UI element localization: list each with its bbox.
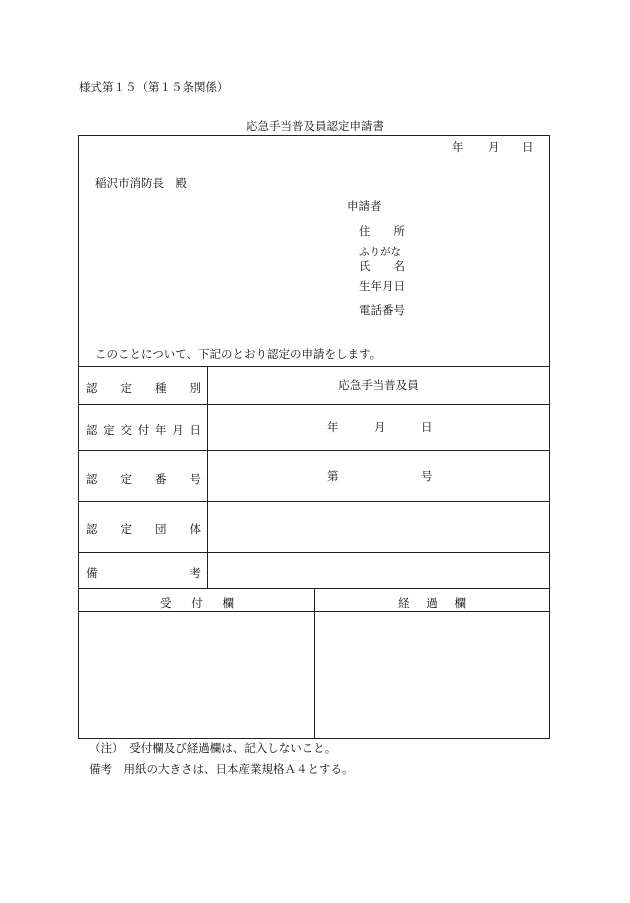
bottom-column-divider	[314, 588, 315, 738]
row-rule-4	[78, 552, 550, 553]
organization-label: 認 定 団 体	[86, 522, 201, 536]
issue-date-day: 日	[421, 420, 433, 434]
type-value: 応急手当普及員	[338, 378, 419, 392]
row-rule-2	[78, 450, 550, 451]
header-date-day: 日	[522, 140, 534, 154]
applicant-address-label: 住 所	[359, 224, 405, 238]
reception-header: 受 付 欄	[160, 596, 234, 610]
issue-date-month: 月	[374, 420, 386, 434]
header-date-month: 月	[488, 140, 500, 154]
applicant-birthdate-label: 生年月日	[359, 279, 405, 293]
table-top-rule	[78, 366, 550, 367]
progress-header: 経 過 欄	[398, 596, 466, 610]
row-rule-3	[78, 501, 550, 502]
issue-date-label: 認 定 交 付 年 月 日	[86, 423, 201, 437]
row-rule-1	[78, 404, 550, 405]
applicant-label: 申請者	[347, 199, 382, 213]
application-statement: このことについて、下記のとおり認定の申請をします。	[95, 347, 382, 361]
footer-remark: 備考 用紙の大きさは、日本産業規格Ａ４とする。	[89, 762, 354, 776]
page-title: 応急手当普及員認定申請書	[246, 119, 384, 133]
type-label: 認 定 種 別	[86, 381, 201, 395]
label-column-divider	[207, 366, 208, 588]
applicant-name-label: 氏 名	[359, 259, 405, 273]
form-number: 様式第１５（第１５条関係）	[79, 80, 229, 94]
header-date-year: 年	[452, 140, 464, 154]
footer-note: （注） 受付欄及び経過欄は、記入しないこと。	[89, 741, 337, 755]
remarks-label: 備 考	[86, 566, 201, 580]
applicant-furigana-label: ふりがな	[359, 246, 401, 258]
number-prefix: 第	[327, 469, 339, 483]
number-label: 認 定 番 号	[86, 472, 201, 486]
issue-date-year: 年	[327, 420, 339, 434]
number-suffix: 号	[421, 469, 433, 483]
applicant-phone-label: 電話番号	[359, 303, 405, 317]
addressee: 稲沢市消防長 殿	[95, 176, 187, 190]
